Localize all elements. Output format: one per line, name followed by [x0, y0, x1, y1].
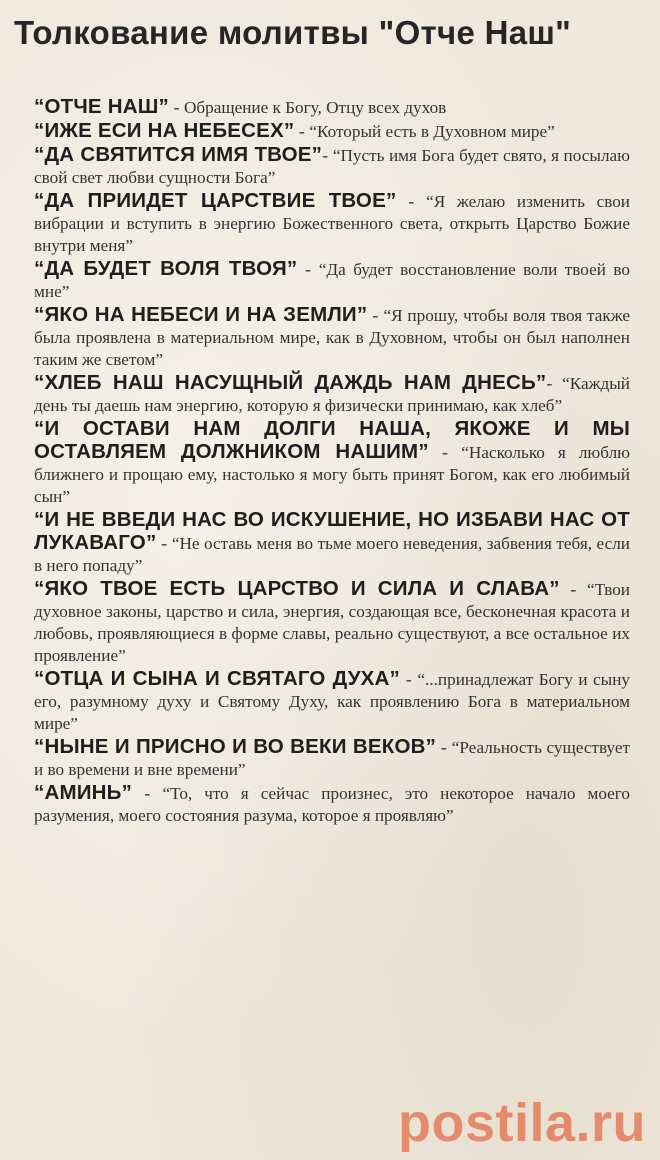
- entry-da-budet: [34, 258, 630, 303]
- entry-da-svyatitsya: [34, 144, 630, 189]
- entry-text: “...принадлежат Богу и сыну его, разумному духу и Святому Духу, как проявлению Бога в материальном мире”: [34, 670, 630, 733]
- entry-text: “Не оставь меня во тьме моего неведения, забвения тебя, если в него попаду”: [34, 534, 630, 575]
- entry-phrase: “И ОСТАВИ НАМ ДОЛГИ НАША, ЯКОЖЕ И МЫ ОСТАВЛЯЕМ ДОЛЖНИКОМ НАШИМ”: [34, 417, 630, 463]
- entry-separator: -: [297, 259, 319, 279]
- entry-amin: [34, 782, 630, 827]
- entry-text: “То, что я сейчас произнес, это некоторое начало моего разумения, моего состояния разума, которое я проявляю”: [34, 784, 630, 825]
- entry-phrase: “ДА ПРИИДЕТ ЦАРСТВИЕ ТВОЕ”: [34, 189, 397, 212]
- entry-text: “Который есть в Духовном мире”: [309, 122, 555, 141]
- entry-phrase: “ХЛЕБ НАШ НАСУЩНЫЙ ДАЖДЬ НАМ ДНЕСЬ”: [34, 371, 547, 394]
- entry-yako-tvoe: [34, 578, 630, 667]
- entry-separator: -: [436, 737, 452, 757]
- entry-text: “Пусть имя Бога будет свято, я посылаю свой свет любви сущности Бога”: [34, 146, 630, 187]
- entry-nyne-i-prisno: [34, 736, 630, 781]
- prayer-interpretation-list: [34, 96, 630, 828]
- entry-phrase: “НЫНЕ И ПРИСНО И ВО ВЕКИ ВЕКОВ”: [34, 735, 437, 758]
- entry-phrase: “ЯКО НА НЕБЕСИ И НА ЗЕМЛИ”: [34, 303, 368, 326]
- entry-phrase: “И НЕ ВВЕДИ НАС ВО ИСКУШЕНИЕ, НО ИЗБАВИ НАС ОТ ЛУКАВАГО”: [34, 508, 630, 554]
- entry-text: “Я желаю изменить свои вибрации и вступить в энергию Божественного света, открыть Царство Божие внутри меня”: [34, 192, 630, 255]
- entry-phrase: “ДА СВЯТИТСЯ ИМЯ ТВОЕ”: [34, 143, 323, 166]
- entry-phrase: “АМИНЬ”: [34, 781, 133, 804]
- entry-text: “Я прошу, чтобы воля твоя также была проявлена в материальном мире, как в Духовном, чтобы он был наполнен таким же светом”: [34, 306, 630, 369]
- entry-text: “Насколько я люблю ближнего и прощаю ему, настолько я могу быть принят Богом, как его любимый сын”: [34, 443, 631, 506]
- entry-phrase: “ДА БУДЕТ ВОЛЯ ТВОЯ”: [34, 257, 298, 280]
- entry-separator: -: [132, 783, 163, 803]
- postila-watermark: postila.ru: [397, 1093, 646, 1153]
- entry-text: “Твои духовное законы, царство и сила, энергия, создающая все, бесконечная красота и любовь, проявляющиеся в форме славы, реально существуют, а все остальное их проявление”: [34, 580, 630, 665]
- entry-text: Обращение к Богу, Отцу всех духов: [183, 98, 447, 117]
- entry-separator: -: [428, 442, 462, 462]
- entry-ottsa-i-syna: [34, 668, 630, 735]
- entry-text: “Да будет восстановление воли твоей во мне”: [34, 260, 631, 301]
- entry-phrase: “ОТЦА И СЫНА И СВЯТАГО ДУХА”: [34, 667, 400, 690]
- entry-separator: -: [168, 97, 184, 117]
- entry-izhe-esi: [34, 120, 630, 143]
- entry-da-priidet: [34, 190, 630, 257]
- entry-otche-nash: [34, 96, 630, 119]
- entry-separator: -: [367, 305, 384, 325]
- entry-i-ne-vvedi: [34, 509, 630, 577]
- entry-text: “Каждый день ты даешь нам энергию, которую я физически принимаю, как хлеб”: [34, 374, 630, 415]
- entry-yako-na-nebesi: [34, 304, 630, 371]
- entry-khleb-nash: [34, 372, 630, 417]
- entry-text: “Реальность существует и во времени и вне времени”: [34, 738, 630, 779]
- entry-separator: -: [294, 121, 310, 141]
- entry-i-ostavi: [34, 418, 630, 508]
- entry-phrase: “ЯКО ТВОЕ ЕСТЬ ЦАРСТВО И СИЛА И СЛАВА”: [34, 577, 560, 600]
- entry-separator: -: [396, 191, 427, 211]
- entry-separator: -: [559, 579, 587, 599]
- page-title: Толкование молитвы "Отче Наш": [14, 14, 572, 51]
- entry-separator: -: [156, 533, 172, 553]
- entry-separator: -: [400, 669, 418, 689]
- entry-separator: -: [546, 373, 563, 393]
- entry-separator: -: [322, 145, 333, 165]
- entry-phrase: “ОТЧЕ НАШ”: [34, 95, 169, 118]
- entry-phrase: “ИЖЕ ЕСИ НА НЕБЕСЕХ”: [34, 119, 295, 142]
